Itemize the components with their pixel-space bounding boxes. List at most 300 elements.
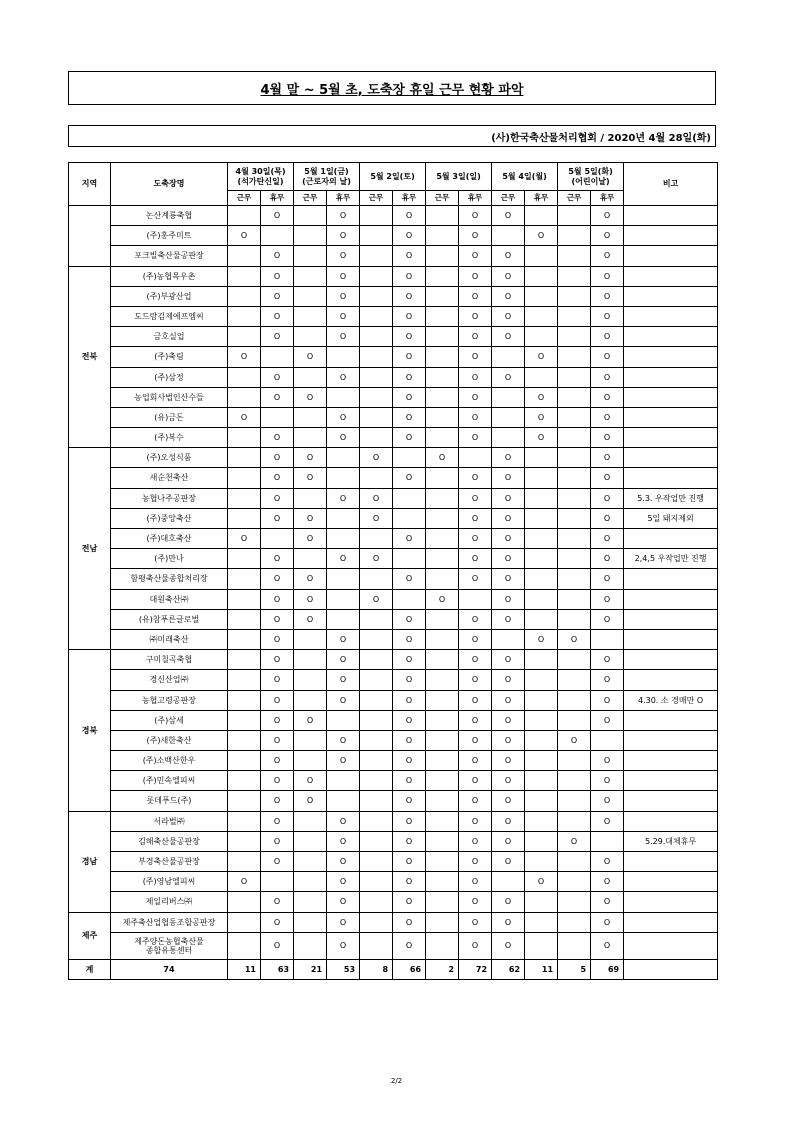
status-cell <box>393 670 426 690</box>
note-cell <box>624 387 718 407</box>
status-cell <box>591 407 624 427</box>
check-mark: O <box>405 796 413 806</box>
status-cell <box>426 569 459 589</box>
status-cell <box>261 367 294 387</box>
status-cell <box>294 730 327 750</box>
check-mark: O <box>273 453 281 463</box>
status-cell <box>294 347 327 367</box>
status-cell <box>393 327 426 347</box>
plant-name: 대원축산㈜ <box>111 589 228 609</box>
check-mark: O <box>537 877 545 887</box>
status-cell <box>228 367 261 387</box>
status-cell <box>492 650 525 670</box>
check-mark: O <box>504 756 512 766</box>
status-cell <box>591 468 624 488</box>
check-mark: O <box>273 917 281 927</box>
check-mark: O <box>603 231 611 241</box>
check-mark: O <box>339 311 347 321</box>
plant-name: (주)대호축산 <box>111 529 228 549</box>
status-cell <box>228 932 261 959</box>
check-mark: O <box>273 695 281 705</box>
status-cell <box>492 569 525 589</box>
status-cell <box>228 852 261 872</box>
check-mark: O <box>339 433 347 443</box>
check-mark: O <box>372 554 380 564</box>
note-cell <box>624 589 718 609</box>
plant-name: (주)소백산한우 <box>111 751 228 771</box>
check-mark: O <box>504 513 512 523</box>
status-cell <box>360 730 393 750</box>
check-mark: O <box>372 594 380 604</box>
status-cell <box>228 892 261 912</box>
status-cell <box>261 831 294 851</box>
status-cell <box>459 629 492 649</box>
status-cell <box>426 306 459 326</box>
status-cell <box>228 428 261 448</box>
check-mark: O <box>372 513 380 523</box>
check-mark: O <box>405 941 413 951</box>
status-cell <box>492 872 525 892</box>
status-cell <box>591 629 624 649</box>
check-mark: O <box>339 372 347 382</box>
check-mark: O <box>405 251 413 261</box>
status-cell <box>360 831 393 851</box>
header-region: 지역 <box>69 163 111 206</box>
status-cell <box>327 811 360 831</box>
status-cell <box>591 569 624 589</box>
status-cell <box>591 932 624 959</box>
check-mark: O <box>306 715 314 725</box>
note-cell <box>624 670 718 690</box>
status-cell <box>492 589 525 609</box>
check-mark: O <box>603 917 611 927</box>
status-cell <box>525 448 558 468</box>
note-cell <box>624 206 718 226</box>
status-cell <box>558 468 591 488</box>
status-table <box>68 162 718 980</box>
note-cell <box>624 529 718 549</box>
status-cell <box>459 407 492 427</box>
status-cell <box>228 226 261 246</box>
status-cell <box>492 286 525 306</box>
status-cell <box>591 448 624 468</box>
check-mark: O <box>603 332 611 342</box>
status-cell <box>426 468 459 488</box>
status-cell <box>360 892 393 912</box>
check-mark: O <box>273 493 281 503</box>
status-cell <box>294 811 327 831</box>
check-mark: O <box>603 554 611 564</box>
org-date-line: (사)한국축산물처리협회 / 2020년 4월 28일(화) <box>491 132 711 144</box>
status-cell <box>393 508 426 528</box>
status-cell <box>492 488 525 508</box>
note-cell <box>624 347 718 367</box>
check-mark: O <box>339 836 347 846</box>
check-mark: O <box>504 836 512 846</box>
check-mark: O <box>603 816 611 826</box>
check-mark: O <box>273 372 281 382</box>
check-mark: O <box>471 776 479 786</box>
check-mark: O <box>240 231 248 241</box>
check-mark: O <box>339 735 347 745</box>
status-cell <box>294 488 327 508</box>
check-mark: O <box>339 231 347 241</box>
table-body <box>69 206 718 980</box>
check-mark: O <box>471 836 479 846</box>
status-cell <box>459 751 492 771</box>
plant-name: 구미칠곡축협 <box>111 650 228 670</box>
status-cell <box>492 811 525 831</box>
note-cell <box>624 932 718 959</box>
check-mark: O <box>273 776 281 786</box>
check-mark: O <box>504 554 512 564</box>
note-cell <box>624 811 718 831</box>
table-row <box>69 710 718 730</box>
status-cell <box>393 791 426 811</box>
status-cell <box>591 246 624 266</box>
check-mark: O <box>306 352 314 362</box>
status-cell <box>492 751 525 771</box>
check-mark: O <box>504 675 512 685</box>
status-cell <box>525 609 558 629</box>
status-cell <box>558 266 591 286</box>
note-cell: 5일 돼지제외 <box>624 508 718 528</box>
check-mark: O <box>603 493 611 503</box>
status-cell <box>393 650 426 670</box>
status-cell <box>525 751 558 771</box>
plant-name: 부경축산물공판장 <box>111 852 228 872</box>
check-mark: O <box>339 941 347 951</box>
table-row <box>69 266 718 286</box>
org-box <box>68 125 716 147</box>
status-cell <box>393 831 426 851</box>
status-cell <box>261 629 294 649</box>
status-cell <box>558 508 591 528</box>
status-cell <box>426 448 459 468</box>
status-cell <box>360 629 393 649</box>
check-mark: O <box>471 574 479 584</box>
status-cell <box>393 589 426 609</box>
status-cell <box>525 387 558 407</box>
status-cell <box>327 407 360 427</box>
check-mark: O <box>273 756 281 766</box>
status-cell <box>360 347 393 367</box>
status-cell <box>261 912 294 932</box>
status-cell <box>525 488 558 508</box>
check-mark: O <box>405 433 413 443</box>
status-cell <box>327 569 360 589</box>
status-cell <box>228 306 261 326</box>
status-cell <box>228 327 261 347</box>
status-cell <box>360 266 393 286</box>
note-cell <box>624 266 718 286</box>
status-cell <box>393 771 426 791</box>
status-cell <box>228 488 261 508</box>
status-cell <box>492 831 525 851</box>
plant-name: 서라벌㈜ <box>111 811 228 831</box>
total-value: 2 <box>426 959 459 979</box>
check-mark: O <box>603 857 611 866</box>
note-cell <box>624 306 718 326</box>
check-mark: O <box>405 816 413 826</box>
status-cell <box>525 347 558 367</box>
check-mark: O <box>273 857 281 866</box>
status-cell <box>459 852 492 872</box>
status-cell <box>360 226 393 246</box>
plant-name: (주)삼세 <box>111 710 228 730</box>
status-cell <box>426 892 459 912</box>
check-mark: O <box>471 473 479 483</box>
total-value: 53 <box>327 959 360 979</box>
status-cell <box>261 387 294 407</box>
status-cell <box>261 751 294 771</box>
status-cell <box>393 892 426 912</box>
status-cell <box>261 266 294 286</box>
check-mark: O <box>471 735 479 745</box>
status-cell <box>327 468 360 488</box>
check-mark: O <box>504 211 512 220</box>
plant-name: (주)부광산업 <box>111 286 228 306</box>
check-mark: O <box>471 271 479 281</box>
check-mark: O <box>504 655 512 665</box>
status-cell <box>393 690 426 710</box>
status-cell <box>294 549 327 569</box>
check-mark: O <box>504 251 512 261</box>
plant-name: ㈜미래축산 <box>111 629 228 649</box>
check-mark: O <box>504 594 512 604</box>
status-cell <box>591 609 624 629</box>
check-mark: O <box>504 857 512 866</box>
status-cell <box>426 670 459 690</box>
status-cell <box>294 286 327 306</box>
status-cell <box>228 508 261 528</box>
status-cell <box>459 327 492 347</box>
header-day: 5월 5일(화) (어린이날) <box>558 163 624 191</box>
status-cell <box>294 428 327 448</box>
status-cell <box>558 852 591 872</box>
status-cell <box>228 690 261 710</box>
status-cell <box>327 488 360 508</box>
status-cell <box>459 670 492 690</box>
status-cell <box>360 387 393 407</box>
status-cell <box>393 407 426 427</box>
status-cell <box>294 912 327 932</box>
status-cell <box>294 569 327 589</box>
status-cell <box>591 589 624 609</box>
table-row <box>69 367 718 387</box>
status-cell <box>591 266 624 286</box>
status-cell <box>327 872 360 892</box>
table-row <box>69 791 718 811</box>
note-cell <box>624 569 718 589</box>
status-cell <box>492 791 525 811</box>
status-cell <box>558 751 591 771</box>
status-cell <box>591 206 624 226</box>
status-cell <box>261 609 294 629</box>
status-cell <box>558 771 591 791</box>
table-row <box>69 549 718 569</box>
table-row <box>69 831 718 851</box>
check-mark: O <box>273 634 281 644</box>
check-mark: O <box>537 392 545 402</box>
check-mark: O <box>504 534 512 543</box>
status-cell <box>492 266 525 286</box>
status-cell <box>591 811 624 831</box>
status-cell <box>261 529 294 549</box>
status-cell <box>426 650 459 670</box>
plant-name: 금호실업 <box>111 327 228 347</box>
check-mark: O <box>405 857 413 866</box>
status-cell <box>558 246 591 266</box>
plant-name: (주)영남엘피씨 <box>111 872 228 892</box>
status-cell <box>525 670 558 690</box>
status-cell <box>558 529 591 549</box>
status-cell <box>261 690 294 710</box>
status-cell <box>228 811 261 831</box>
status-cell <box>294 609 327 629</box>
note-cell <box>624 407 718 427</box>
table-row <box>69 387 718 407</box>
status-cell <box>360 448 393 468</box>
status-cell <box>591 690 624 710</box>
note-cell <box>624 428 718 448</box>
table-row <box>69 932 718 959</box>
total-value: 11 <box>228 959 261 979</box>
check-mark: O <box>537 634 545 644</box>
status-cell <box>393 246 426 266</box>
check-mark: O <box>273 513 281 523</box>
check-mark: O <box>405 695 413 705</box>
status-cell <box>228 629 261 649</box>
note-cell <box>624 286 718 306</box>
note-cell: 5.29.대체휴무 <box>624 831 718 851</box>
status-cell <box>360 407 393 427</box>
check-mark: O <box>603 897 611 907</box>
check-mark: O <box>471 231 479 241</box>
note-cell <box>624 327 718 347</box>
check-mark: O <box>603 776 611 786</box>
check-mark: O <box>240 534 248 543</box>
status-cell <box>393 872 426 892</box>
status-cell <box>525 811 558 831</box>
status-cell <box>459 710 492 730</box>
check-mark: O <box>504 291 512 301</box>
status-cell <box>327 771 360 791</box>
check-mark: O <box>537 412 545 422</box>
note-cell <box>624 448 718 468</box>
status-cell <box>492 407 525 427</box>
header-day: 4월 30일(목) (석가탄신일) <box>228 163 294 191</box>
status-cell <box>327 367 360 387</box>
status-cell <box>294 226 327 246</box>
status-cell <box>492 246 525 266</box>
status-cell <box>426 347 459 367</box>
check-mark: O <box>537 433 545 443</box>
status-cell <box>393 347 426 367</box>
table-row <box>69 428 718 448</box>
status-cell <box>459 872 492 892</box>
total-value: 69 <box>591 959 624 979</box>
header-work: 근무 <box>558 191 591 206</box>
status-cell <box>360 488 393 508</box>
status-cell <box>558 327 591 347</box>
status-cell <box>558 569 591 589</box>
status-cell <box>360 468 393 488</box>
status-cell <box>492 932 525 959</box>
status-cell <box>525 226 558 246</box>
plant-name: 함평축산물종합처리장 <box>111 569 228 589</box>
plant-name: 농협고령공판장 <box>111 690 228 710</box>
check-mark: O <box>405 655 413 665</box>
status-cell <box>492 306 525 326</box>
table-row <box>69 609 718 629</box>
check-mark: O <box>339 695 347 705</box>
status-cell <box>525 589 558 609</box>
status-cell <box>591 508 624 528</box>
status-cell <box>360 206 393 226</box>
note-cell <box>624 771 718 791</box>
note-cell <box>624 912 718 932</box>
status-cell <box>525 327 558 347</box>
status-cell <box>360 912 393 932</box>
check-mark: O <box>405 372 413 382</box>
status-cell <box>327 508 360 528</box>
status-cell <box>459 246 492 266</box>
status-cell <box>426 286 459 306</box>
check-mark: O <box>339 655 347 665</box>
status-cell <box>393 609 426 629</box>
status-cell <box>228 589 261 609</box>
status-cell <box>459 650 492 670</box>
check-mark: O <box>306 392 314 402</box>
status-cell <box>558 811 591 831</box>
status-cell <box>525 549 558 569</box>
status-cell <box>591 751 624 771</box>
status-cell <box>426 367 459 387</box>
check-mark: O <box>471 433 479 443</box>
status-cell <box>426 831 459 851</box>
status-cell <box>459 811 492 831</box>
status-cell <box>327 428 360 448</box>
status-cell <box>525 508 558 528</box>
status-cell <box>558 549 591 569</box>
check-mark: O <box>471 655 479 665</box>
check-mark: O <box>603 655 611 665</box>
status-cell <box>558 650 591 670</box>
table-row <box>69 226 718 246</box>
status-cell <box>558 831 591 851</box>
status-cell <box>294 852 327 872</box>
check-mark: O <box>339 412 347 422</box>
status-cell <box>393 226 426 246</box>
status-cell <box>360 872 393 892</box>
status-cell <box>459 306 492 326</box>
status-cell <box>492 448 525 468</box>
status-cell <box>228 771 261 791</box>
header-work: 근무 <box>426 191 459 206</box>
status-cell <box>459 932 492 959</box>
check-mark: O <box>471 554 479 564</box>
status-cell <box>327 347 360 367</box>
status-cell <box>360 811 393 831</box>
status-cell <box>360 569 393 589</box>
check-mark: O <box>339 917 347 927</box>
check-mark: O <box>603 453 611 463</box>
check-mark: O <box>273 836 281 846</box>
status-cell <box>327 932 360 959</box>
status-cell <box>459 347 492 367</box>
check-mark: O <box>339 291 347 301</box>
